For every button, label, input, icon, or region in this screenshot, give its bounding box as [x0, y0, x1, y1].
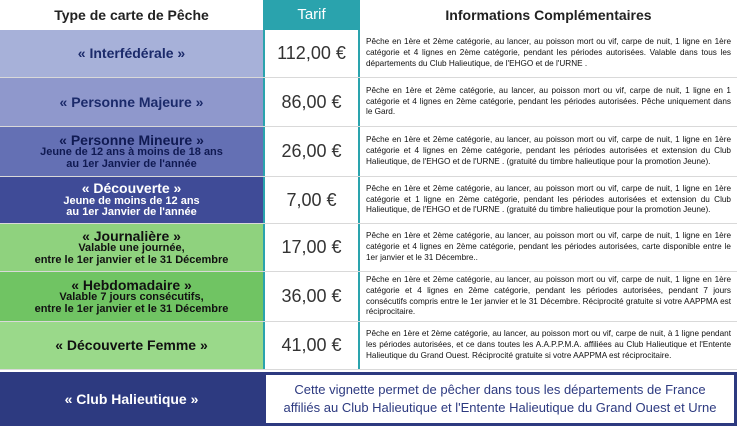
card-info-text: Pêche en 1ère et 2ème catégorie, au lancer, au poisson mort ou vif, carpe de nuit, à 1 ligne pendant les périodes autorisées, et ce dans toutes les A.A.P.P.M.A. affiliées au Club Halieutique et l'Entente Halieutique du Grand Ouest. Réciprocité gratuite si votre AAPPMA est réciprocitaire. — [366, 329, 731, 360]
card-condition: Valable 7 jours consécutifs, — [59, 291, 204, 304]
header-type: Type de carte de Pêche — [54, 7, 209, 23]
card-name: « Personne Majeure » — [59, 93, 204, 110]
card-name-cell — [0, 78, 263, 126]
card-info-cell — [360, 224, 737, 271]
card-info-text: Pêche en 1ère et 2ème catégorie, au lancer, au poisson mort ou vif, carpe de nuit, 1 ligne en 1ère catégorie et 4 lignes en 2ème catégorie, pendant les périodes autorisées, pendant 7 jours consécutifs compris entre le 1er janvier et le 31 Décembre. Réciprocité gratuite si votre AAPPMA est réciprocitaire. — [366, 274, 731, 317]
card-name: « Découverte Femme » — [55, 337, 208, 354]
card-condition: Valable une journée, — [78, 242, 185, 255]
card-price: 36,00 € — [263, 272, 360, 321]
card-info-text: Pêche en 1ère et 2ème catégorie, au lancer, au poisson mort ou vif, carpe de nuit, 1 ligne en 1ère catégorie et 4 lignes en 2ème catégorie, pendant les périodes autorisées. Valable dans tous les départements du Club Halieutique, de l'EHGO et de l'URNE . — [366, 37, 731, 68]
card-info-cell — [360, 127, 737, 176]
card-condition: Jeune de moins de 12 ans — [63, 194, 200, 207]
card-info-cell — [360, 30, 737, 77]
card-name: « Découverte » — [81, 180, 182, 197]
card-condition: au 1er Janvier de l'année — [66, 206, 197, 219]
card-price: 26,00 € — [263, 127, 360, 176]
card-info-cell — [360, 177, 737, 223]
card-price-cell — [263, 322, 360, 369]
card-price: 112,00 € — [263, 30, 360, 77]
row-separator — [0, 369, 737, 370]
card-condition: Jeune de 12 ans à moins de 18 ans — [40, 146, 223, 159]
footer-info-line1: Cette vignette permet de pêcher dans tous les départements de France — [294, 382, 706, 397]
card-name-cell — [0, 177, 263, 223]
card-price-cell — [263, 30, 360, 77]
card-name: « Journalière » — [82, 227, 181, 244]
card-info-cell — [360, 322, 737, 369]
card-name-cell — [0, 322, 263, 369]
card-name-cell — [0, 272, 263, 321]
card-name: « Hebdomadaire » — [71, 276, 192, 293]
card-price-cell — [263, 272, 360, 321]
card-name: « Interfédérale » — [77, 45, 186, 62]
card-condition: au 1er Janvier de l'année — [66, 157, 197, 170]
card-price: 86,00 € — [263, 78, 360, 126]
card-price-cell — [263, 177, 360, 223]
card-price-cell — [263, 127, 360, 176]
card-condition: entre le 1er janvier et le 31 Décembre — [34, 253, 229, 266]
card-price: 41,00 € — [263, 322, 360, 369]
card-info-cell — [360, 78, 737, 126]
card-name-cell — [0, 30, 263, 77]
card-info-text: Pêche en 1ère et 2ème catégorie, au lancer, au poisson mort ou vif, carpe de nuit, 1 ligne en 1ère catégorie et 1 ligne en 2ème catégorie, pendant les périodes autorisées et extension du Club Halieutique, de l'EHGO et de l'URNE . (gratuité du timbre halieutique pour la promotion Jeune). — [366, 183, 731, 215]
card-price: 7,00 € — [263, 177, 360, 223]
header-price: Tarif — [263, 0, 360, 30]
card-name-cell — [0, 127, 263, 176]
footer-info-line2: affiliés au Club Halieutique et l'Entente Halieutique du Grand Ouest et Urne — [283, 400, 717, 415]
card-name-cell — [0, 224, 263, 271]
card-info-text: Pêche en 1ère et 2ème catégorie, au lancer, au poisson mort ou vif, carpe de nuit, 1 ligne en 1 catégorie et 4 lignes en 2ème catégorie, pendant les périodes autorisées. Pêche uniquement dans le Gard. — [366, 85, 731, 117]
card-condition: entre le 1er janvier et le 31 Décembre — [34, 302, 229, 315]
card-name: « Personne Mineure » — [59, 131, 204, 148]
footer-info — [263, 372, 737, 426]
footer-card-name: « Club Halieutique » — [0, 372, 263, 426]
card-info-text: Pêche en 1ère et 2ème catégorie, au lancer, au poisson mort ou vif, carpe de nuit, 1 ligne en 1ère catégorie et 4 lignes en 2ème catégorie, pendant les périodes autorisées, carte disponible entre le 1er janvier et le 31 Décembre.. — [366, 231, 731, 262]
card-info-text: Pêche en 1ère et 2ème catégorie, au lancer, au poisson mort ou vif, carpe de nuit, 1 ligne en 1ère catégorie et 4 lignes en 2ème catégorie, pendant les périodes autorisées et extension du Club Halieutique, de l'EHGO et de l'URNE . (gratuité du timbre halieutique pour la promotion Jeune). — [366, 135, 731, 166]
card-info-cell — [360, 272, 737, 321]
card-price: 17,00 € — [263, 224, 360, 271]
footer-info-box — [263, 372, 737, 426]
header-info: Informations Complémentaires — [445, 7, 652, 23]
card-price-cell — [263, 224, 360, 271]
card-price-cell — [263, 78, 360, 126]
